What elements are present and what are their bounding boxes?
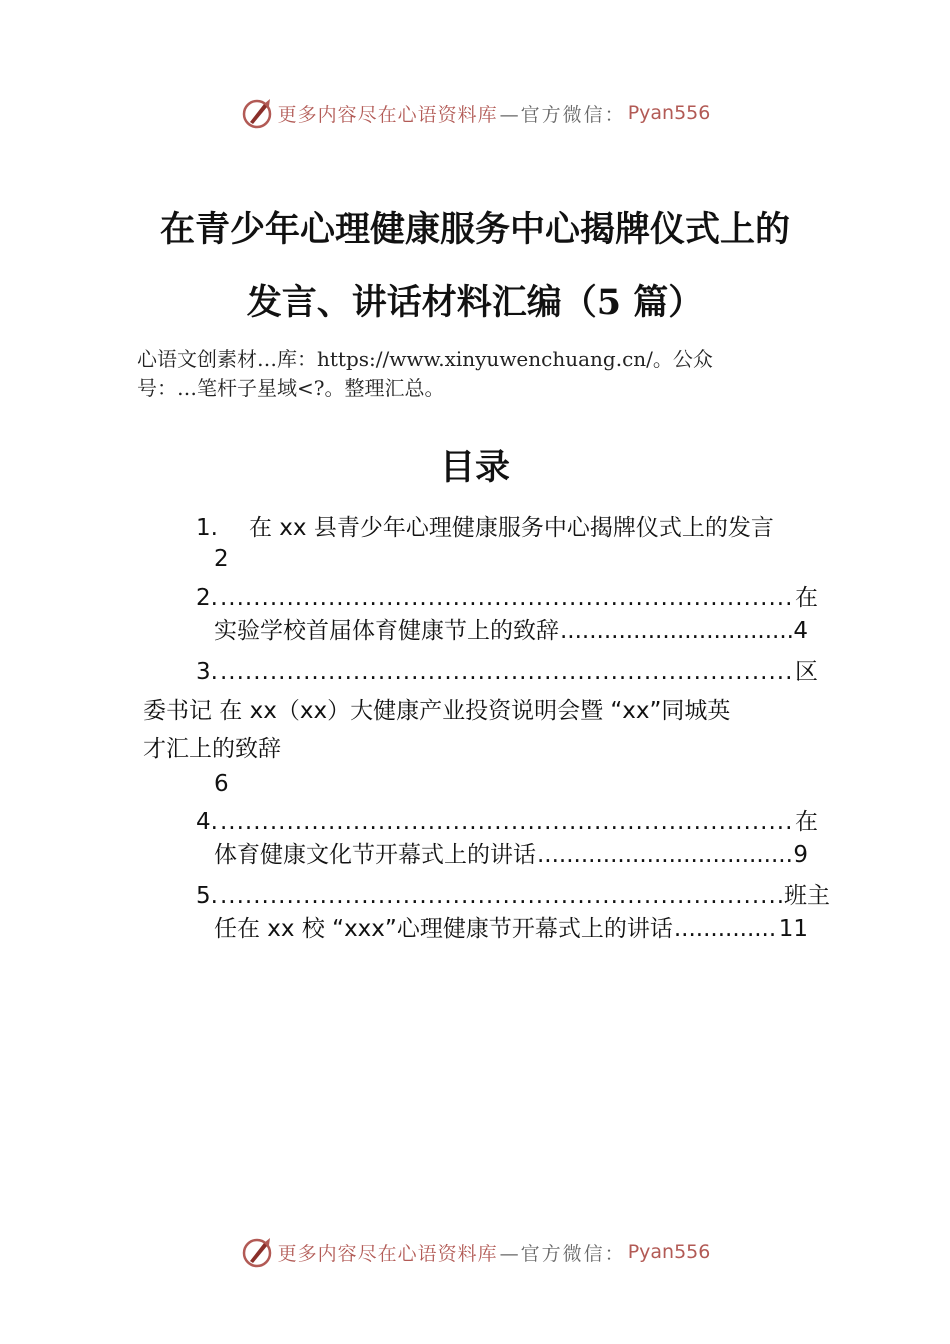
toc-entry-5-line[interactable] — [214, 914, 808, 944]
dot-leader — [220, 657, 793, 687]
toc-entry-5-text: 任在 xx 校 “xxx”心理健康节开幕式上的讲话 — [214, 916, 673, 942]
header-banner — [0, 93, 950, 133]
toc-entry-3-leader-row — [196, 657, 818, 687]
toc-entry-2-page: 4 — [793, 618, 808, 644]
toc-entry-4-page: 9 — [793, 842, 808, 868]
document-title-line1: 在青少年心理健康服务中心揭牌仪式上的 — [159, 209, 790, 250]
toc-entry-5-leader-row — [196, 881, 830, 911]
banner-wechat-id: Pyan556 — [627, 102, 711, 124]
toc-entry-4-line[interactable] — [214, 840, 808, 870]
toc-entry-3-number: 3. — [196, 659, 218, 685]
toc-entry-5-page: 11 — [778, 916, 808, 942]
toc-entry-1-page: 2 — [214, 546, 229, 572]
quill-logo-icon — [240, 96, 274, 130]
dot-leader — [220, 807, 793, 837]
banner-separator: —官方微信： — [499, 103, 626, 126]
dot-leader — [537, 840, 792, 870]
banner-wechat-id: Pyan556 — [627, 1241, 711, 1263]
toc-entry-2-text: 实验学校首届体育健康节上的致辞 — [214, 618, 559, 644]
source-note-line1: 心语文创素材…库：https://www.xinyuwenchuang.cn/。公众 — [137, 347, 713, 371]
document-title-line2: 发言、讲话材料汇编（5 篇） — [246, 282, 704, 323]
toc-entry-3-lead: 区 — [795, 659, 818, 685]
toc-entry-2-lead: 在 — [795, 585, 818, 611]
banner-text: 更多内容尽在心语资料库 — [277, 103, 498, 126]
toc-entry-2-number: 2. — [196, 585, 218, 611]
toc-entry-5-lead: 班主 — [784, 883, 830, 909]
dot-leader — [220, 583, 793, 613]
toc-entry-2-leader-row — [196, 583, 818, 613]
dot-leader — [560, 616, 792, 646]
toc-entry-5-number: 5. — [196, 883, 218, 909]
toc-entry-4-lead: 在 — [795, 809, 818, 835]
toc-entry-1-text[interactable]: 在 xx 县青少年心理健康服务中心揭牌仪式上的发言 — [249, 515, 774, 541]
toc-entry-3-text-line2[interactable]: 才汇上的致辞 — [143, 736, 281, 762]
toc-entry-3-page: 6 — [214, 771, 229, 797]
toc-entry-4-leader-row — [196, 807, 818, 837]
source-note-line2: 号：…笔杆子星域<?。整理汇总。 — [137, 376, 445, 400]
quill-logo-icon — [240, 1235, 274, 1269]
toc-entry-4-number: 4. — [196, 809, 218, 835]
dot-leader — [674, 914, 778, 944]
toc-heading: 目录 — [439, 447, 510, 488]
banner-text: 更多内容尽在心语资料库 — [277, 1242, 498, 1265]
toc-entry-3-text-line1[interactable]: 委书记 在 xx（xx）大健康产业投资说明会暨 “xx”同城英 — [143, 698, 731, 724]
footer-banner — [0, 1232, 950, 1272]
dot-leader — [220, 881, 782, 911]
banner-separator: —官方微信： — [499, 1242, 626, 1265]
source-note — [137, 345, 837, 403]
toc-entry-2-line[interactable] — [214, 616, 808, 646]
toc-entry-1-number: 1. — [196, 515, 218, 541]
toc-entry-4-text: 体育健康文化节开幕式上的讲话 — [214, 842, 536, 868]
